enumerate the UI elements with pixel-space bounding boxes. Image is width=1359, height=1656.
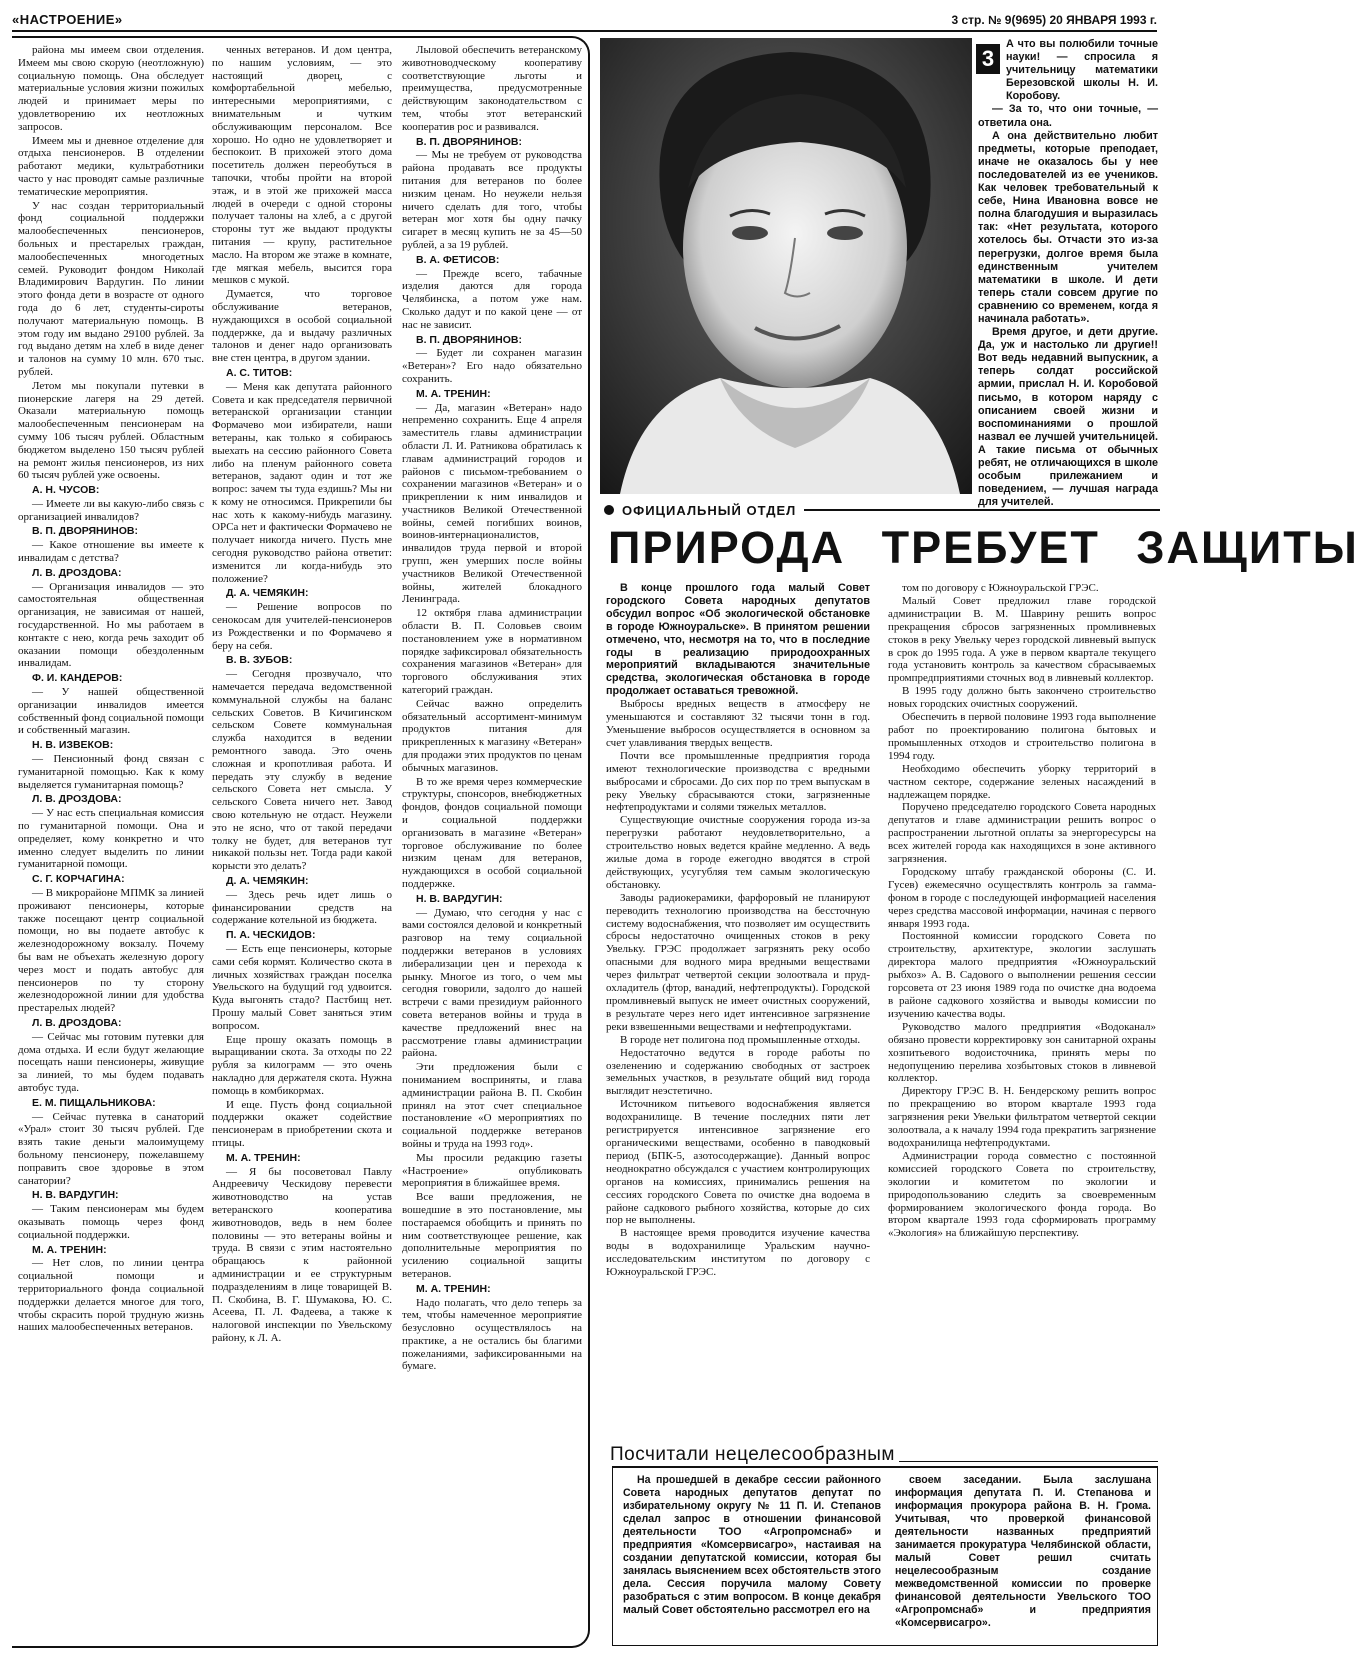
article-paragraph: — Пенсионный фонд связан с гуманитарной помощью. Как к кому выделяется гуманитарная помощь? <box>18 753 204 791</box>
page-info: 3 стр. № 9(9695) 20 ЯНВАРЯ 1993 г. <box>951 13 1157 27</box>
article-paragraph: Малый Совет предложил главе городской администрации В. М. Шаврину решить вопрос прекращения сбросов загрязненных промливневых стоков в реку Увельку через городской ливневый выпуск в срок до 1995 года. А уже в первом квартале текущего года установить контроль за качеством сбрасываемых промпредприятиями сточных вод в ливневый коллектор. <box>888 594 1156 685</box>
article-paragraph: Директору ГРЭС В. Н. Бендерскому решить вопрос по прекращению во втором квартале 1993 года загрязнения реки Увельки фильтратом четвертой секции золоотвала, а к началу 1994 года прекратить загрязнение водохранилища нефтепродуктами. <box>888 1085 1156 1149</box>
speaker-name: П. А. ЧЕСКИДОВ: <box>226 929 316 942</box>
bullet-dot-icon <box>604 505 614 515</box>
speaker-name: В. П. ДВОРЯНИНОВ: <box>32 525 139 538</box>
article-paragraph: — Мы не требуем от руководства района продавать все продукты питания для ветеранов по более низким ценам. Но неужели нельзя ничего сделать для того, чтобы ветеран мог хотя бы одну пачку сигарет в месяц купить не за 45—50 рублей, а за 19 рублей. <box>402 149 582 251</box>
speaker-name: Н. В. ВАРДУГИН: <box>32 1189 119 1202</box>
speaker-name: Д. А. ЧЕМЯКИН: <box>226 875 309 887</box>
story-paragraph: Время другое, и дети другие. Да, уж и настолько ли другие!! Вот ведь недавний выпускник, а теперь солдат российской армии, прислал Н. И. Коробовой письмо, в котором наряду с описанием своей жизни и воспоминаниями о прошлой назвал ее лучшей учительницей. А такие письма от обычных ребят, не отличающихся в школе особым прилежанием и поведением, — лучшая награда для учителей. <box>978 326 1158 509</box>
article-paragraph: Городскому штабу гражданской обороны (С. И. Гусев) ежемесячно осуществлять контроль за гамма-фоном в городе с последующей информацией населения через средства массовой информации, начиная с первого января 1993 года. <box>888 865 1156 930</box>
story-paragraph: А что вы полюбили точные науки! — спросила я учительницу математики Березовской школы Н. И. Коробову. <box>1006 38 1158 103</box>
speaker-name: В. В. ЗУБОВ: <box>226 654 293 667</box>
article-paragraph: — Я бы посоветовал Павлу Андреевичу Ческидову перевести животноводство на устав ветеранского кооператива животноводов, ведь в нем более половины — это ветераны войны и труда. В связи с этим настоятельно обращаюсь к районной администрации и ее структурным подразделениям в лице товарищей В. П. Скобина, В. Г. Шумакова, Ю. С. Асеева, П. Л. Фадеева, а также к налоговой инспекции по Увельскому району, к Л. А. <box>212 1165 392 1344</box>
article-paragraph: — Решение вопросов по сенокосам для учителей-пенсионеров из Рождественки и по Формачево я беру на себя. <box>212 601 392 652</box>
short-note-title-row <box>610 1440 1158 1466</box>
speaker-name: Е. М. ПИЩАЛЬНИКОВА: <box>32 1096 156 1109</box>
speaker-name: Н. В. ИЗВЕКОВ: <box>32 739 114 752</box>
speaker-name: Ф. И. КАНДЕРОВ: <box>32 672 123 685</box>
article-paragraph: Почти все промышленные предприятия города имеют технологические производства с вредными выбросами и сбросами. До сих пор по трем выпускам в реку Увельку сбрасываются стоки, загрязненные нефтепродуктами и солями тяжелых металлов. <box>606 749 870 814</box>
article-paragraph: У нас создан территориальный фонд социальной поддержки малообеспеченных пенсионеров, больных и престарелых граждан, малообеспеченных многодетных семей. Руководит фондом Николай Владимирович Вардугин. По линии этого фонда дети в возрасте от одного года до 6 лет, студенты-сироты получают материальную помощь. В этом году им выдано 29100 рублей. За год выдано детям на хлеб в виде денег и талонов на сумму 10 млн. 670 тыс. рублей. <box>18 199 204 378</box>
article-paragraph: — Меня как депутата районного Совета и как председателя первичной ветеранской организации станции Формачево мои избиратели, наши ветераны, как только я собираюсь выехать на сессию районного Совета либо на пленум районного совета ветеранов, задают один и тот же вопрос: зачем ты туда ездишь? Мы ни к кому не относимся. Прикрепили бы нас хоть к какому-нибудь магазину. ОРСа нет и фактически Формачево не получает никогда ничего. Пусть мне сегодня руководство района ответит: изменится ли когда-нибудь это положение? <box>212 380 392 585</box>
article-paragraph: — Сейчас путевка в санаторий «Урал» стоит 30 тысяч рублей. Где взять такие деньги малоимущему больному пенсионеру, пожелавшему поправить свое здоровье в этом санатории? <box>18 1110 204 1187</box>
article-paragraph: Лыловой обеспечить ветеранскому животноводческому кооперативу соответствующие льготы и преимущества, предусмотренные действующим законодательством с тем, чтобы этот ветеранский кооператив рос и развивался. <box>402 44 582 133</box>
newspaper-header <box>12 6 1157 32</box>
article-paragraph: Мы просили редакцию газеты «Настроение» опубликовать мероприятия в ближайшее время. <box>402 1151 582 1190</box>
story-number-box: 3 <box>976 44 1000 74</box>
article-paragraph: — В микрорайоне МПМК за линией проживают пенсионеры, которые также посещают центр социальной помощи, но вы подаете автобус к железнодорожному вокзалу. Почему бы вам не объехать железную дорогу через мост и подать автобус для пенсионеров по ту сторону железнодорожной линии для удобства престарелых людей? <box>18 887 204 1015</box>
article-column-1 <box>18 44 204 1640</box>
short-note-column-2 <box>895 1474 1151 1644</box>
speaker-name: М. А. ТРЕНИН: <box>416 387 491 400</box>
article-paragraph: Эти предложения были с пониманием восприняты, и глава администрации района В. П. Скобин принял на этот счет специальное постановление «О мероприятиях по социальной поддержке ветеранов войны и труда на 1993 год». <box>402 1061 582 1150</box>
speaker-name: Л. В. ДРОЗДОВА: <box>32 793 122 806</box>
article-paragraph: Сейчас важно определить обязательный ассортимент-минимум продуктов питания для прикрепленных к магазину «Ветеран» для продажи этих продуктов по ценам обычных магазинов. <box>402 697 582 774</box>
article-paragraph: района мы имеем свои отделения. Имеем мы свою скорую (неотложную) социальную помощь. Она обследует материальные условия жизни пожилых людей и принимает меры по удовлетворению их неотложных запросов. <box>18 44 204 133</box>
article-headline: ПРИРОДА ТРЕБУЕТ ЗАЩИТЫ <box>608 522 1359 573</box>
speaker-name: М. А. ТРЕНИН: <box>32 1243 107 1256</box>
ecology-column-2 <box>888 582 1156 1442</box>
speaker-name: М. А. ТРЕНИН: <box>416 1282 491 1295</box>
article-paragraph: Поручено председателю городского Совета народных депутатов и главе администрации решить вопрос о распространении льготной оплаты за энергоресурсы на всех жителей города как находящихся в зоне активного загрязнения. <box>888 801 1156 866</box>
article-paragraph: ченных ветеранов. И дом центра, по нашим условиям, — это настоящий дворец, с комфортабельной мебелью, интересными мероприятиями, с внимательным и чутким обслуживающим персоналом. Все хорошо. Но одно не удовлетворяет и беспокоит. В прихожей этого дома посетитель должен переобуться в тапочки, чтобы пройти на второй этаж, и в этой же прихожей масса людей в очереди с одной стороны получает талоны на хлеб, а с другой стороны тут же выдают продукты питания — крупу, растительное масло. На втором же этаже в комнате, где мягкая мебель, высится гора мешков с мукой. <box>212 44 392 287</box>
article-paragraph: Имеем мы и дневное отделение для отдыха пенсионеров. В отделении работают медики, культработники часто у нас проводят самые различные тематические мероприятия. <box>18 134 204 198</box>
article-paragraph: — У нашей общественной организации инвалидов имеется собственный фонд социальной помощи и собственный магазин. <box>18 686 205 737</box>
article-paragraph: Недостаточно ведутся в городе работы по озеленению и содержанию свободных от застроек земельных участков, в результате общий вид города выглядит неэстетично. <box>606 1046 870 1098</box>
speaker-name: Л. В. ДРОЗДОВА: <box>32 566 122 579</box>
article-paragraph: — Организация инвалидов — это самостоятельная общественная организация, не зависимая от нашей, государственной. Но мы работаем в контакте с нею, когда речь заходит об оказании помощи обездоленным инвалидам. <box>18 580 204 670</box>
article-paragraph: — Сейчас мы готовим путевки для дома отдыха. И если будут желающие посещать наши пенсионеры, живущие за линией, то мы будем подавать автобус туда. <box>18 1030 204 1094</box>
article-paragraph: Летом мы покупали путевки в пионерские лагеря на 29 детей. Оказали материальную помощь малообеспеченным пенсионерам на сумму 106 тысяч рублей. Областным бюджетом выделено 150 тысяч рублей на ремонт жилья пенсионеров, из них 60 тысяч рублей уже освоены. <box>18 379 204 482</box>
article-paragraph: Думается, что торговое обслуживание ветеранов, нуждающихся в особой социальной поддержке, да и выдачу различных талонов и денег надо организовать вне стен центра, в другом здании. <box>212 288 392 365</box>
article-paragraph: Существующие очистные сооружения города из-за перегрузки работают неудовлетворительно, а строительство новых ведется крайне медленно. А ведь жилые дома в городе ежегодно вводятся в строй действующих, усугубляя тем самым экологическую обстановку. <box>606 814 870 891</box>
speaker-name: С. Г. КОРЧАГИНА: <box>32 873 125 886</box>
article-paragraph: 12 октября глава администрации области В. П. Соловьев своим постановлением уже в нормативном порядке зафиксировал обязательность сохранения магазинов «Ветеран» для торгового обслуживания этих категорий граждан. <box>402 607 582 697</box>
speaker-name: В. А. ФЕТИСОВ: <box>416 253 500 266</box>
article-paragraph: В городе нет полигона под промышленные отходы. <box>620 1033 861 1046</box>
section-name: «НАСТРОЕНИЕ» <box>12 12 123 27</box>
speaker-name: Л. В. ДРОЗДОВА: <box>32 1016 122 1029</box>
teacher-portrait-photo <box>600 38 972 494</box>
article-paragraph: Выбросы вредных веществ в атмосферу не уменьшаются и составляют 32 тысячи тонн в год. Уменьшение выбросов осуществляется в основном за счет улавливания твердых веществ. <box>606 698 870 749</box>
speaker-name: Д. А. ЧЕМЯКИН: <box>226 587 309 600</box>
divider <box>804 509 1160 511</box>
article-paragraph: — Да, магазин «Ветеран» надо непременно сохранить. Еще 4 апреля заместитель главы администрации области Л. И. Ратникова обратилась к главам администраций городов и районов с письмом-требованием о сохранении магазинов «Ветеран» и о прикреплении к ним инвалидов и участников Великой Отечественной войны, семей погибших воинов, воинов-интернационалистов, инвалидов труда первой и второй групп, жен умерших после войны участников Великой Отечественной войны, жителей блокадного Ленинграда. <box>402 401 582 606</box>
article-paragraph: Необходимо обеспечить уборку территорий в частном секторе, содержание зеленых насаждений в надлежащем порядке. <box>888 762 1156 801</box>
article-paragraph: — Есть еще пенсионеры, которые сами себя кормят. Количество скота в личных хозяйствах граждан поселка Увельского на будущий год удвоится. Куда выгонять стадо? Пастбищ нет. Прошу малый Совет заняться этим вопросом. <box>212 942 392 1032</box>
article-paragraph: Обеспечить в первой половине 1993 года выполнение работ по проектированию полигона бытовых и промышленных отходов и строительство полигона в 1994 году. <box>888 711 1156 762</box>
speaker-name: М. А. ТРЕНИН: <box>226 1151 301 1164</box>
official-section-label <box>604 500 1160 520</box>
short-note-title: Посчитали нецелесообразным <box>610 1444 895 1465</box>
article-paragraph: — Имеете ли вы какую-либо связь с организацией инвалидов? <box>18 497 204 523</box>
article-paragraph: В 1995 году должно быть закончено строительство новых городских очистных сооружений. <box>888 685 1156 711</box>
speaker-name: Н. В. ВАРДУГИН: <box>416 892 503 905</box>
article-column-2 <box>212 44 392 1640</box>
article-paragraph: Надо полагать, что дело теперь за тем, чтобы намеченное мероприятие безусловно осуществлялось на практике, а не остались бы благими пожеланиями, зафиксированными на бумаге. <box>402 1296 582 1373</box>
story-paragraph: А она действительно любит предметы, которые преподает, иначе не оказалось бы у нее последователей из ее учеников. Как человек требовательный к себе, Нина Ивановна вовсе не полна благодушия и выразилась так: «Нет результата, которого хотелось бы. Отчасти это из-за перегрузки, долгое время была единственным учителем математики в школе. И дети теперь стали совсем другие по сравнению со временем, когда я начинала работать». <box>978 129 1158 325</box>
official-label: ОФИЦИАЛЬНЫЙ ОТДЕЛ <box>622 502 797 518</box>
article-paragraph: В настоящее время проводится изучение качества воды в водохранилище Уральским научно-исследовательским институтом по договору с Южноуральской ГРЭС. <box>606 1227 870 1279</box>
roundtable-article <box>12 36 590 1648</box>
article-paragraph: В то же время через коммерческие структуры, спонсоров, внебюджетных фондов, фондов социальной помощи и социальной поддержки организовать в магазине «Ветеран» торговое обслуживание по более низким ценам для ветеранов, нуждающихся в особой социальной поддержке. <box>402 775 582 890</box>
short-note-column-1 <box>623 1474 881 1644</box>
article-paragraph: Постоянной комиссии городского Совета по строительству, архитектуре, экологии заслушать директора малого предприятия «Южноуральский рыбхоз» А. В. Садового о выполнении решения сессии горсовета от 23 июня 1989 года по очистке дна водоема в районе садкового хозяйства и выводы комиссии по изучению качества воды. <box>888 930 1156 1020</box>
article-paragraph: — Прежде всего, табачные изделия даются для города Челябинска, а потом уже нам. Сколько дадут и по какой цене — от нас не зависит. <box>402 267 582 331</box>
short-note-text: своем заседании. Была заслушана информация депутата П. И. Степанова и информация прокурора района В. Н. Грома. Учитывая, что проверкой финансовой деятельности названных предприятий занимается прокуратура Челябинской области, малый Совет решил считать нецелесообразным создание межведомственной комиссии по проверке финансовой деятельности Увельского ТОО «Агропромснаб» и предприятия «Комсервисагро». <box>895 1474 1151 1629</box>
article-paragraph: Заводы радиокерамики, фарфоровый не планируют переводить технологию производства на бессточную систему водоснабжения, что позволяет им осуществить сбросы недостаточно очищенных стоков в реку Увельку. ГРЭС продолжает загрязнять реку особо опасными для водного мира вредными веществами через фильтрат четвертой секции золоотвала и пруд-охладитель (фтор, ванадий, нефтепродукты). Городской промливневый выпуск не имеет очистных сооружений, в результате через него идет интенсивное загрязнение реки взвешенными веществами и нефтепродуктами. <box>606 891 870 1033</box>
speaker-name: В. П. ДВОРЯНИНОВ: <box>416 333 523 346</box>
short-note-text: На прошедшей в декабре сессии районного Совета народных депутатов депутат по избирательному округу № 11 П. И. Степанов сделал запрос в отношении финансовой деятельности ТОО «Агропромснаб» и предприятия «Комсервисагро», настаивая на создании депутатской комиссии, которая бы занялась выяснением всех обстоятельств этого дела. Сессия поручила малому Совету разобраться с этим вопросом. В конце декабря малый Совет обстоятельно рассмотрел его на <box>623 1474 881 1616</box>
divider <box>899 1461 1158 1462</box>
article-paragraph: — Нет слов, по линии центра социальной помощи и территориального фонда социальной поддержки делается многое для того, чтобы скрасить порой трудную жизнь наших малообеспеченных ветеранов. <box>18 1257 204 1334</box>
article-paragraph: — Сегодня прозвучало, что намечается передача ведомственной коммунальной службы на баланс сельских Советов. В Кичигинском сельском Совете коммунальная служба находится в ведении ремонтного завода. Это очень сложная и кропотливая работа. И передать эту службу в ведение сельского Совета нет смысла. У сельского Совета ничего нет. Завод свою котельную не отдаст. Неужели это не ясно, что от такой передачи толку не будет, для ветеранов тут никакой пользы нет. Тогда ради какой корысти это делать? <box>212 668 392 873</box>
story-paragraph: — За то, что они точные, — ответила она. <box>978 103 1158 129</box>
speaker-name: В. П. ДВОРЯНИНОВ: <box>416 135 523 148</box>
article-paragraph: Руководство малого предприятия «Водоканал» обязано провести корректировку зон санитарной охраны хозпитьевого водоисточника, принять меры по недопущению перелива хозбытовых стоков в ливневой коллектор. <box>888 1020 1156 1085</box>
speaker-name: А. Н. ЧУСОВ: <box>32 484 100 497</box>
article-column-3 <box>402 44 582 1640</box>
article-paragraph: — Думаю, что сегодня у нас с вами состоялся деловой и конкретный разговор на тему социальной поддержки ветеранов в условиях либерализации цен и перехода к рынку. Многое из того, о чем мы сегодня говорили, задолго до нашей встречи с вами президиум районного совета ветеранов войны и труда в качестве предложений внес на рассмотрение главы администрации района. <box>402 906 582 1060</box>
article-paragraph: Все ваши предложения, не вошедшие в это постановление, мы постараемся обобщить и принять по ним соответствующее решение, как дополнительные мероприятия по усилению социальной защиты ветеранов. <box>402 1191 582 1280</box>
article-paragraph: — Какое отношение вы имеете к инвалидам с детства? <box>18 539 204 565</box>
article-paragraph: том по договору с Южноуральской ГРЭС. <box>902 582 1099 594</box>
article-paragraph: — Таким пенсионерам мы будем оказывать помощь через фонд социальной поддержки. <box>18 1203 204 1241</box>
teacher-story <box>978 38 1158 509</box>
article-paragraph: — У нас есть специальная комиссия по гуманитарной помощи. Она и определяет, кому конкретно и что именно следует выделить по линии гуманитарной помощи. <box>18 807 204 871</box>
article-paragraph: — Будет ли сохранен магазин «Ветеран»? Его надо обязательно сохранить. <box>402 347 582 385</box>
article-paragraph: Источником питьевого водоснабжения является водохранилище. В течение последних пяти лет регистрируется интенсивное загрязнение его органическими веществами, особенно в паводковый период (БПК-5, азотосодержащие). Данный вопрос неоднократно обсуждался с участием контролирующих органов на комиссиях, принимались решения на сессиях городского Совета по очистке дна водоема в районе садкового рыбного хозяйства, которые до сих пор не выполнены. <box>606 1098 870 1227</box>
article-paragraph: Еще прошу оказать помощь в выращивании скота. За отходы по 22 рубля за килограмм — это очень накладно для держателя скота. Нужна помощь в комбикормах. <box>212 1033 392 1097</box>
article-paragraph: — Здесь речь идет лишь о финансировании средств на содержание котельной из бюджета. <box>212 888 392 927</box>
article-paragraph: И еще. Пусть фонд социальной поддержки окажет содействие пенсионерам в приобретении скота и птицы. <box>212 1098 392 1149</box>
short-note-box <box>612 1466 1158 1646</box>
article-lead: В конце прошлого года малый Совет городского Совета народных депутатов обсудил вопрос «Об экологической обстановке в городе Южноуральске». В принятом решении отмечено, что, несмотря на то, что в последние годы в реализацию природоохранных мероприятий вкладываются значительные средства, экологическая обстановка в городе продолжает оставаться тревожной. <box>606 582 870 698</box>
speaker-name: А. С. ТИТОВ: <box>226 366 293 379</box>
article-paragraph: Администрации города совместно с постоянной комиссией городского Совета по строительству, экологии и комитетом по экологии и природопользованию следить за своевременным формированием экологического фонда города. Во втором квартале 1993 года сформировать программу «Экология» на ближайшую перспективу. <box>888 1149 1156 1240</box>
ecology-column-1 <box>606 582 870 1572</box>
